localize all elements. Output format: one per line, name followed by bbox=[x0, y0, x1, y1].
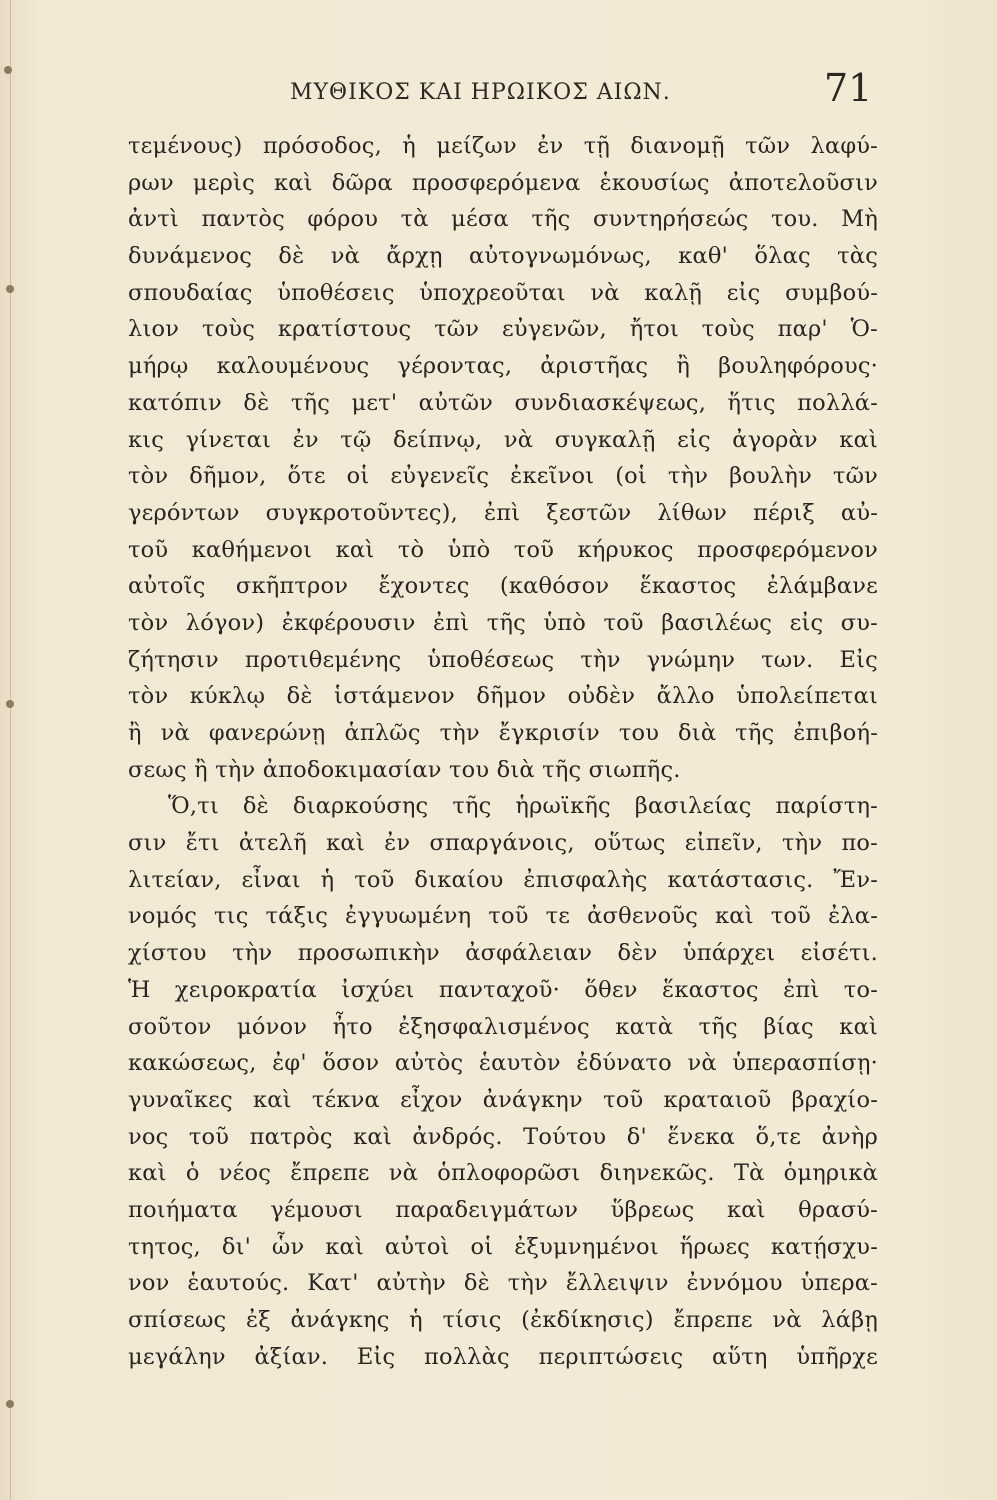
text-line: τητος, δι' ὧν καὶ αὐτοὶ οἱ ἐξυμνημένοι ἥρωες κατῄσχυ- bbox=[128, 1233, 878, 1260]
text-line: τὸν κύκλῳ δὲ ἱστάμενον δῆμον οὐδὲν ἄλλο ὑπολείπεται bbox=[128, 683, 878, 710]
text-line: γυναῖκες καὶ τέκνα εἶχον ἀνάγκην τοῦ κραταιοῦ βραχίο- bbox=[128, 1086, 878, 1113]
text-line: ἀντὶ παντὸς φόρου τὰ μέσα τῆς συντηρήσεώς του. Μὴ bbox=[128, 206, 878, 233]
text-line: αὐτοῖς σκῆπτρον ἔχοντες (καθόσον ἕκαστος ἐλάμβανε bbox=[128, 573, 878, 600]
text-line: σιν ἔτι ἀτελῆ καὶ ἐν σπαργάνοις, οὕτως εἰπεῖν, τὴν πο- bbox=[128, 830, 878, 857]
text-line: σπουδαίας ὑποθέσεις ὑποχρεοῦται νὰ καλῇ εἰς συμβού- bbox=[128, 279, 878, 306]
text-line: σοῦτον μόνον ἦτο ἐξησφαλισμένος κατὰ τῆς βίας καὶ bbox=[128, 1013, 878, 1040]
body-text bbox=[128, 128, 878, 1375]
text-line: ἢ νὰ φανερώνῃ ἁπλῶς τὴν ἔγκρισίν του διὰ τῆς ἐπιβοή- bbox=[128, 720, 878, 746]
text-line: τὸν δῆμον, ὅτε οἱ εὐγενεῖς ἐκεῖνοι (οἱ τὴν βουλὴν τῶν bbox=[128, 463, 878, 490]
text-line: κακώσεως, ἐφ' ὅσον αὐτὸς ἑαυτὸν ἐδύνατο νὰ ὑπερασπίσῃ· bbox=[128, 1050, 878, 1077]
gutter-mark bbox=[6, 1400, 14, 1408]
text-line: τὸν λόγον) ἐκφέρουσιν ἐπὶ τῆς ὑπὸ τοῦ βασιλέως εἰς συ- bbox=[128, 609, 878, 636]
gutter-mark bbox=[6, 285, 14, 293]
text-line: νομός τις τάξις ἐγγυωμένη τοῦ τε ἀσθενοῦς καὶ τοῦ ἐλα- bbox=[128, 903, 878, 930]
text-line: καὶ ὁ νέος ἔπρεπε νὰ ὁπλοφορῶσι διηνεκῶς. Τὰ ὁμηρικὰ bbox=[128, 1160, 878, 1187]
text-line: δυνάμενος δὲ νὰ ἄρχῃ αὐτογνωμόνως, καθ' ὅλας τὰς bbox=[128, 243, 878, 270]
text-line: μεγάλην ἀξίαν. Εἰς πολλὰς περιπτώσεις αὕτη ὑπῆρχε bbox=[128, 1343, 878, 1370]
gutter-mark bbox=[6, 700, 14, 708]
text-line: σπίσεως ἐξ ἀνάγκης ἡ τίσις (ἐκδίκησις) ἔπρεπε νὰ λάβῃ bbox=[128, 1307, 878, 1333]
page-number: 71 bbox=[824, 66, 873, 110]
text-line: κατόπιν δὲ τῆς μετ' αὐτῶν συνδιασκέψεως, ἥτις πολλά- bbox=[128, 389, 878, 416]
text-line: λιτείαν, εἶναι ἡ τοῦ δικαίου ἐπισφαλὴς κατάστασις. Ἔν- bbox=[128, 866, 878, 893]
text-line: σεως ἢ τὴν ἀποδοκιμασίαν του διὰ τῆς σιωπῆς. bbox=[128, 756, 681, 783]
text-line: γερόντων συγκροτοῦντες), ἐπὶ ξεστῶν λίθων πέριξ αὐ- bbox=[128, 499, 878, 526]
text-line: νον ἑαυτούς. Κατ' αὐτὴν δὲ τὴν ἔλλειψιν ἐννόμου ὑπερα- bbox=[128, 1270, 878, 1297]
text-line: Ὅ,τι δὲ διαρκούσης τῆς ἡρωϊκῆς βασιλείας παρίστη- bbox=[168, 793, 878, 820]
text-line: Ἡ χειροκρατία ἰσχύει πανταχοῦ· ὅθεν ἕκαστος ἐπὶ το- bbox=[128, 976, 878, 1003]
text-line: χίστου τὴν προσωπικὴν ἀσφάλειαν δὲν ὑπάρχει εἰσέτι. bbox=[128, 940, 878, 967]
text-line: ζήτησιν προτιθεμένης ὑποθέσεως τὴν γνώμην των. Εἰς bbox=[128, 646, 878, 673]
text-line: τεμένους) πρόσοδος, ἡ μείζων ἐν τῇ διανομῇ τῶν λαφύ- bbox=[128, 133, 878, 159]
running-head: ΜΥΘΙΚΟΣ ΚΑΙ ΗΡΩΙΚΟΣ ΑΙΩΝ. bbox=[290, 80, 671, 105]
text-line: λιον τοὺς κρατίστους τῶν εὐγενῶν, ἤτοι τοὺς παρ' Ὁ- bbox=[128, 316, 878, 343]
page-header bbox=[0, 62, 997, 112]
text-line: μήρῳ καλουμένους γέροντας, ἀριστῆας ἢ βουληφόρους· bbox=[128, 353, 878, 380]
text-line: ποιήματα γέμουσι παραδειγμάτων ὕβρεως καὶ θρασύ- bbox=[128, 1196, 878, 1223]
text-line: τοῦ καθήμενοι καὶ τὸ ὑπὸ τοῦ κήρυκος προσφερόμενον bbox=[128, 536, 878, 563]
gutter-line bbox=[10, 0, 11, 1500]
text-line: ρων μερὶς καὶ δῶρα προσφερόμενα ἑκουσίως ἀποτελοῦσιν bbox=[128, 169, 878, 196]
text-line: νος τοῦ πατρὸς καὶ ἀνδρός. Τούτου δ' ἕνεκα ὅ,τε ἀνὴρ bbox=[128, 1123, 878, 1150]
text-line: κις γίνεται ἐν τῷ δείπνῳ, νὰ συγκαλῇ εἰς ἀγορὰν καὶ bbox=[128, 426, 878, 453]
